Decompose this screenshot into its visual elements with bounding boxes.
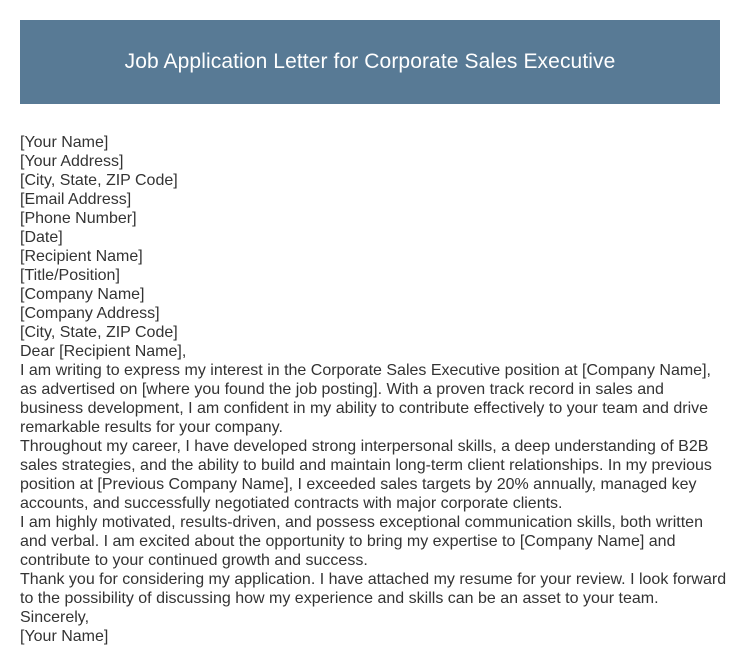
page-title: Job Application Letter for Corporate Sales Executive [124,50,616,73]
paragraph-experience: Throughout my career, I have developed strong interpersonal skills, a deep understanding of B2B sales strategies, and the ability to build and maintain long-term client relationships. In my previous position at [Previous Company Name], I exceeded sales targets by 20% annually, managed key accounts, and successfully negotiated contracts with major corporate clients. [20,438,712,512]
recipient-name: [Recipient Name] [20,248,143,265]
salutation: Dear [Recipient Name], [20,343,187,360]
signature-name: [Your Name] [20,628,109,645]
sender-name: [Your Name] [20,134,109,151]
recipient-title: [Title/Position] [20,267,120,284]
paragraph-intro: I am writing to express my interest in the Corporate Sales Executive position at [Company Name], as advertised on [where you found the job posting]. With a proven track record in sales and business development, I am confident in my ability to contribute effectively to your team and drive remarkable results for your company. [20,362,711,436]
letter-date: [Date] [20,229,63,246]
sender-phone: [Phone Number] [20,210,137,227]
title-banner [20,20,720,104]
recipient-company-address: [Company Address] [20,305,160,322]
recipient-city-state-zip: [City, State, ZIP Code] [20,324,178,341]
recipient-company: [Company Name] [20,286,145,303]
sender-email: [Email Address] [20,191,132,208]
sender-address: [Your Address] [20,153,124,170]
letter-body [20,133,728,646]
paragraph-closing: Thank you for considering my application. I have attached my resume for your review. I look forward to the possibility of discussing how my experience and skills can be an asset to your team. [20,571,727,607]
sender-city-state-zip: [City, State, ZIP Code] [20,172,178,189]
sign-off: Sincerely, [20,609,90,626]
paragraph-skills: I am highly motivated, results-driven, and possess exceptional communication skills, both written and verbal. I am excited about the opportunity to bring my expertise to [Company Name] and contribute to your continued growth and success. [20,514,703,569]
